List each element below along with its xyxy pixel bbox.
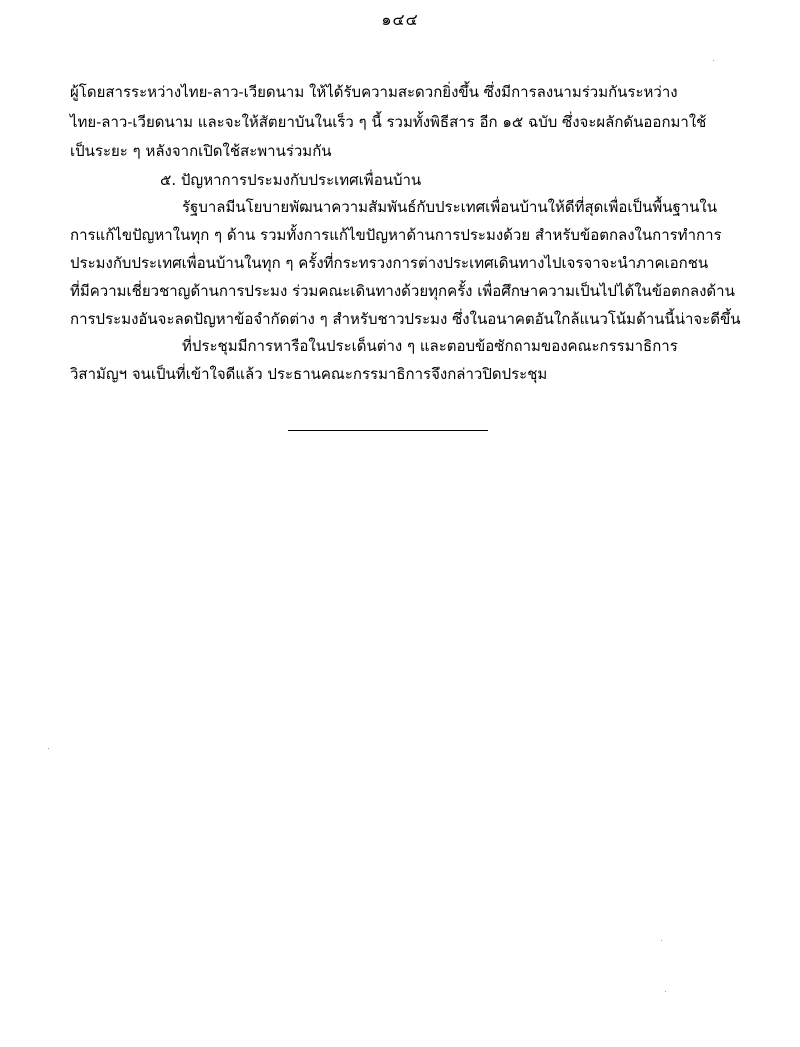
text-line: การแก้ไขปัญหาในทุก ๆ ด้าน รวมทั้งการแก้ไขปัญหาด้านการประมงด้วย สำหรับข้อตกลงในการทำการ [70,226,722,244]
text-line: ประมงกับประเทศเพื่อนบ้านในทุก ๆ ครั้งที่กระทรวงการต่างประเทศเดินทางไปเจรจาจะนำภาคเอกชน [70,254,709,272]
text-line: ที่ประชุมมีการหารือในประเด็นต่าง ๆ และตอบข้อซักถามของคณะกรรมาธิการ [182,337,678,355]
text-line: การประมงอันจะลดปัญหาข้อจำกัดต่าง ๆ สำหรับชาวประมง ซึ่งในอนาคตอันใกล้แนวโน้มด้านนี้น่าจะดีขึ้น [70,310,741,328]
text-line: วิสามัญฯ จนเป็นที่เข้าใจดีแล้ว ประธานคณะกรรมาธิการจึงกล่าวปิดประชุม [70,365,548,383]
text-line: ที่มีความเชี่ยวชาญด้านการประมง ร่วมคณะเดินทางด้วยทุกครั้ง เพื่อศึกษาความเป็นไปได้ในข้อตกลงด้าน [70,282,735,300]
scan-speck [661,940,662,941]
section-heading: ๕. ปัญหาการประมงกับประเทศเพื่อนบ้าน [160,171,422,189]
text-line: ผู้โดยสารระหว่างไทย-ลาว-เวียดนาม ให้ได้รับความสะดวกยิ่งขึ้น ซึ่งมีการลงนามร่วมกันระหว่าง [70,83,678,101]
closing-divider [288,430,488,431]
scan-speck [713,60,714,61]
scan-speck [665,991,666,992]
text-line: รัฐบาลมีนโยบายพัฒนาความสัมพันธ์กับประเทศเพื่อนบ้านให้ดีที่สุดเพื่อเป็นพื้นฐานใน [182,198,717,216]
page-number: ๑๔๔ [381,10,419,29]
text-line: เป็นระยะ ๆ หลังจากเปิดใช้สะพานร่วมกัน [70,142,332,160]
scan-speck [48,748,49,749]
text-line: ไทย-ลาว-เวียดนาม และจะให้สัตยาบันในเร็ว ๆ นี้ รวมทั้งพิธีสาร อีก ๑๕ ฉบับ ซึ่งจะผลักดันออกมาใช้ [70,113,707,131]
